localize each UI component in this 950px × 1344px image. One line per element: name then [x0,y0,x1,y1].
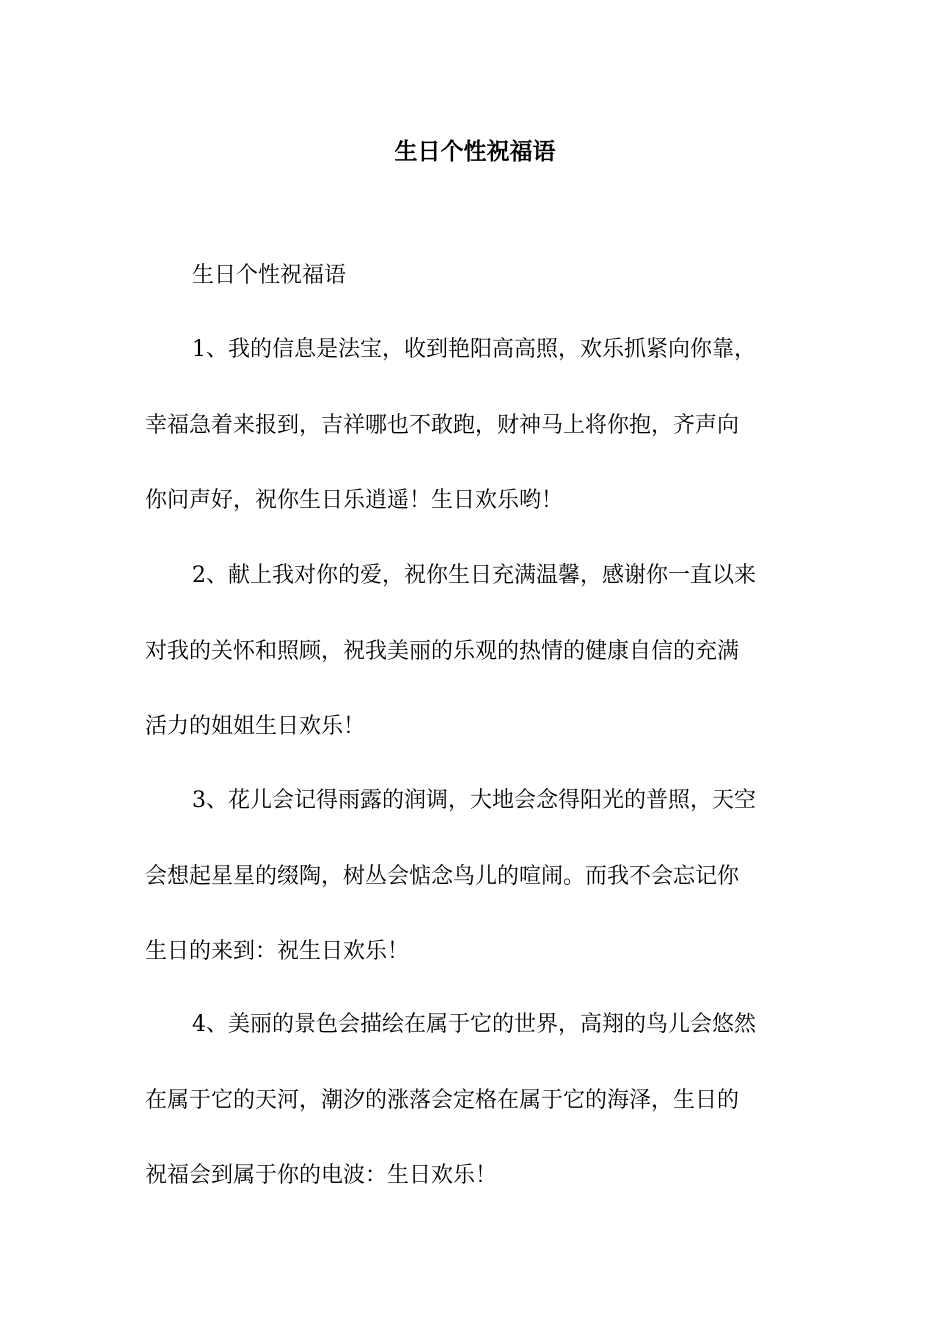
document-title: 生日个性祝福语 [394,138,556,165]
paragraph-line: 在属于它的天河，潮汐的涨落会定格在属于它的海泽，生日的 [145,1087,740,1113]
paragraph-line: 你问声好，祝你生日乐逍遥！生日欢乐哟！ [145,488,564,513]
document-subtitle: 生日个性祝福语 [192,263,347,288]
paragraph-4 [145,1005,756,1196]
paragraph-line: 对我的关怀和照顾，祝我美丽的乐观的热情的健康自信的充满 [145,638,740,664]
paragraph-line: 会想起星星的缀陶，树丛会惦念鸟儿的喧闹。而我不会忘记你 [145,863,740,889]
paragraph-3 [145,781,756,972]
paragraph-line: 4、美丽的景色会描绘在属于它的世界，高翔的鸟儿会悠然 [192,1012,756,1037]
paragraph-line: 1、我的信息是法宝，收到艳阳高高照，欢乐抓紧向你靠， [192,337,756,362]
paragraph-line: 3、花儿会记得雨露的润调，大地会念得阳光的普照，天空 [192,788,756,813]
paragraph-line: 生日的来到：祝生日欢乐！ [145,939,410,964]
paragraph-line: 幸福急着来报到，吉祥哪也不敢跑，财神马上将你抱，齐声向 [145,412,740,438]
paragraph-2 [145,556,756,747]
paragraph-1 [145,330,756,521]
paragraph-line: 2、献上我对你的爱，祝你生日充满温馨，感谢你一直以来 [192,563,756,588]
paragraph-line: 活力的姐姐生日欢乐！ [145,714,366,739]
paragraph-line: 祝福会到属于你的电波：生日欢乐！ [145,1163,498,1188]
